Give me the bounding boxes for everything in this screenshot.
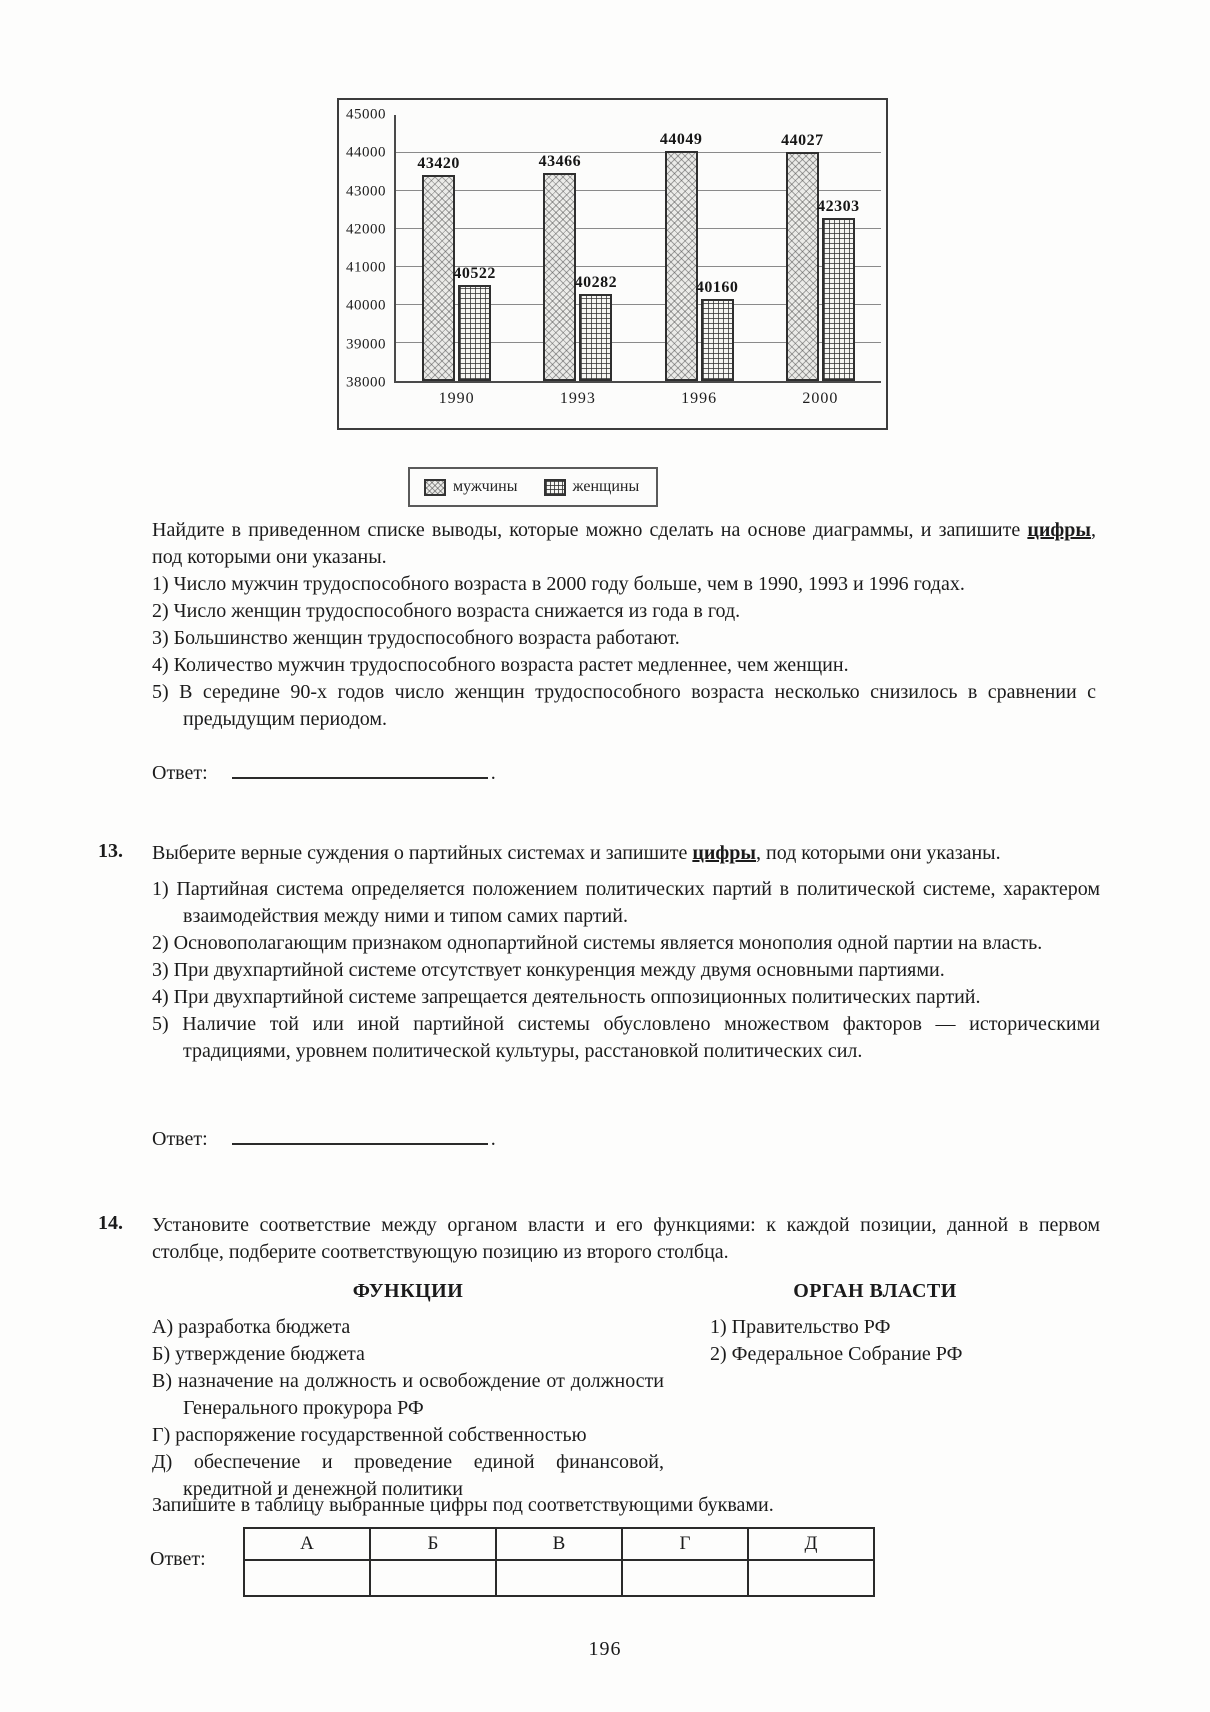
answer-table-header-cell: Б xyxy=(370,1528,496,1560)
list-item: Д) обеспечение и проведение единой финансовой, кредитной и денежной политики xyxy=(152,1451,664,1500)
list-item-number: 5) xyxy=(152,1013,183,1035)
q12-answer-row xyxy=(152,762,496,785)
list-item: 4) При двухпартийной системе запрещается деятельность оппозиционных политических партий. xyxy=(152,986,981,1008)
q14-right-header: ОРГАН ВЛАСТИ xyxy=(793,1280,957,1302)
list-item-number: 3) xyxy=(152,959,174,981)
q14-functions-items xyxy=(152,1314,664,1503)
answer-table xyxy=(243,1527,875,1597)
legend-entry-men xyxy=(424,478,518,496)
bar-groups xyxy=(396,115,881,407)
list-item: 5) В середине 90-х годов число женщин трудоспособного возраста несколько снизилось в сравнении с предыдущим периодом. xyxy=(152,681,1096,730)
list-item-number: Б) xyxy=(152,1343,176,1365)
y-tick-label: 41000 xyxy=(346,259,386,276)
bars-1993 xyxy=(517,115,638,381)
bars-2000 xyxy=(760,115,881,381)
bar-мужчины-1996 xyxy=(659,131,703,381)
list-item: 2) Федеральное Собрание РФ xyxy=(710,1343,963,1365)
q14-organs-items xyxy=(710,1314,1040,1368)
q14-answer-label: Ответ: xyxy=(150,1548,206,1570)
q13-intro xyxy=(152,840,1100,867)
list-item: 1) Число мужчин трудоспособного возраста в 2000 году больше, чем в 1990, 1993 и 1996 годах. xyxy=(152,573,965,595)
list-item-number: В) xyxy=(152,1370,178,1392)
q12-items xyxy=(152,571,1096,733)
y-tick-label: 39000 xyxy=(346,336,386,353)
bar-value-label: 40282 xyxy=(574,274,618,292)
y-tick-label: 38000 xyxy=(346,374,386,391)
list-item-number: Г) xyxy=(152,1424,176,1446)
list-item-number: 3) xyxy=(152,627,174,649)
list-item: 2) Число женщин трудоспособного возраста снижается из года в год. xyxy=(152,600,741,622)
q12-answer-suffix: . xyxy=(490,762,496,784)
list-item: 5) Наличие той или иной партийной системы обусловлено множеством факторов — историческими традициями, уровнем политической культуры, расстановкой политических сил. xyxy=(152,1013,1100,1062)
q14-functions-column xyxy=(152,1278,664,1503)
answer-table-input-cell xyxy=(370,1560,496,1596)
list-item: 2) Основополагающим признаком однопартийной системы является монополия одной партии на власть. xyxy=(152,932,1043,954)
bar-женщины-1990 xyxy=(453,265,496,381)
bar-value-label: 40160 xyxy=(695,278,739,296)
q13-intro-before: Выберите верные суждения о партийных системах и запишите xyxy=(152,842,693,864)
legend-label: мужчины xyxy=(453,478,518,495)
bar-мужчины-1993 xyxy=(538,153,582,381)
legend-entry-women xyxy=(544,478,640,496)
list-item: 1) Партийная система определяется положением политических партий в политической системе, характером взаимодействия между ними и типом самих партий. xyxy=(152,878,1100,927)
page-number: 196 xyxy=(588,1638,622,1660)
legend-label: женщины xyxy=(572,478,640,495)
q12-answer-label: Ответ: xyxy=(152,762,208,784)
bar-мужчины-1990 xyxy=(417,155,460,381)
list-item: 1) Правительство РФ xyxy=(710,1316,891,1338)
chart-legend xyxy=(408,467,658,507)
legend-swatch-men xyxy=(424,479,446,496)
y-tick-label: 40000 xyxy=(346,297,386,314)
bar-value-label: 44049 xyxy=(659,131,703,149)
answer-table-header-cell: Д xyxy=(748,1528,874,1560)
q13-intro-after: , под которыми они указаны. xyxy=(755,842,1001,864)
list-item-number: 4) xyxy=(152,654,174,676)
list-item: Г) распоряжение государственной собственностью xyxy=(152,1424,587,1446)
list-item: 3) При двухпартийной системе отсутствует конкуренция между двумя основными партиями. xyxy=(152,959,945,981)
chart-y-labels xyxy=(339,106,391,391)
bar-value-label: 42303 xyxy=(817,197,860,215)
bar-женщины-1996 xyxy=(695,278,739,381)
bar-value-label: 43420 xyxy=(417,155,460,173)
list-item: 3) Большинство женщин трудоспособного возраста работают. xyxy=(152,627,680,649)
q13-answer-suffix: . xyxy=(490,1128,496,1150)
x-tick-label: 1993 xyxy=(559,390,596,407)
list-item-number: 2) xyxy=(152,932,174,954)
y-tick-label: 45000 xyxy=(346,106,386,123)
bar-value-label: 40522 xyxy=(453,265,496,283)
list-item-number: 1) xyxy=(152,878,177,900)
q12-intro-before: Найдите в приведенном списке выводы, которые можно сделать на основе диаграммы, и запишите xyxy=(152,519,1028,541)
bar-женщины-1993 xyxy=(574,274,618,381)
q12-body xyxy=(152,517,1096,733)
answer-table-header-cell: А xyxy=(244,1528,370,1560)
answer-table-input-cell xyxy=(622,1560,748,1596)
answer-table-header-row xyxy=(244,1528,874,1560)
answer-table-input-cell xyxy=(496,1560,622,1596)
chart-plot xyxy=(394,115,881,407)
answer-table-body-row xyxy=(244,1560,874,1596)
list-item: А) разработка бюджета xyxy=(152,1316,351,1338)
bars-1996 xyxy=(639,115,760,381)
list-item-number: 5) xyxy=(152,681,180,703)
x-tick-label: 2000 xyxy=(802,390,839,407)
list-item-number: Д) xyxy=(152,1451,194,1473)
bar-value-label: 43466 xyxy=(538,153,582,171)
bar-group-1993 xyxy=(517,115,638,407)
bars-1990 xyxy=(396,115,517,381)
q12-answer-blank xyxy=(232,764,488,779)
q13-number: 13. xyxy=(98,840,123,862)
answer-table-input-cell xyxy=(748,1560,874,1596)
q13-answer-label: Ответ: xyxy=(152,1128,208,1150)
q12-intro-keyword: цифры xyxy=(1027,519,1091,541)
q14-intro: Установите соответствие между органом власти и его функциями: к каждой позиции, данной в первом столбце, подберите соответствующую позицию из второго столбца. xyxy=(152,1214,1100,1263)
y-tick-label: 42000 xyxy=(346,221,386,238)
q14-left-header: ФУНКЦИИ xyxy=(352,1280,464,1302)
q13-answer-row xyxy=(152,1128,496,1151)
y-tick-label: 43000 xyxy=(346,183,386,200)
x-tick-label: 1990 xyxy=(438,390,475,407)
q13-intro-keyword: цифры xyxy=(692,842,756,864)
legend-swatch-women xyxy=(544,479,566,496)
q13-answer-blank xyxy=(232,1130,488,1145)
q12-intro xyxy=(152,517,1096,571)
y-tick-label: 44000 xyxy=(346,144,386,161)
answer-table-header-cell: В xyxy=(496,1528,622,1560)
x-tick-label: 1996 xyxy=(681,390,718,407)
list-item-number: 1) xyxy=(152,573,174,595)
list-item: Б) утверждение бюджета xyxy=(152,1343,365,1365)
list-item-number: А) xyxy=(152,1316,179,1338)
q14-number: 14. xyxy=(98,1212,123,1234)
list-item-number: 1) xyxy=(710,1316,732,1338)
q14-organs-column xyxy=(710,1278,1040,1368)
answer-table-header-cell: Г xyxy=(622,1528,748,1560)
q12-intro-after: , под которыми они указаны. xyxy=(152,519,1096,568)
answer-table-input-cell xyxy=(244,1560,370,1596)
bar-мужчины-2000 xyxy=(781,131,824,381)
list-item-number: 4) xyxy=(152,986,174,1008)
bar-женщины-2000 xyxy=(817,197,860,382)
bar-chart xyxy=(337,98,888,430)
list-item-number: 2) xyxy=(710,1343,732,1365)
bar-group-2000 xyxy=(760,115,881,407)
q14-instruction: Запишите в таблицу выбранные цифры под соответствующими буквами. xyxy=(152,1494,774,1516)
bar-value-label: 44027 xyxy=(781,131,824,149)
bar-group-1990 xyxy=(396,115,517,407)
list-item-number: 2) xyxy=(152,600,174,622)
q13-items xyxy=(152,876,1100,1065)
list-item: 4) Количество мужчин трудоспособного возраста растет медленнее, чем женщин. xyxy=(152,654,849,676)
bar-group-1996 xyxy=(639,115,760,407)
list-item: В) назначение на должность и освобождение от должности Генерального прокурора РФ xyxy=(152,1370,665,1419)
q13-body xyxy=(152,840,1100,1065)
